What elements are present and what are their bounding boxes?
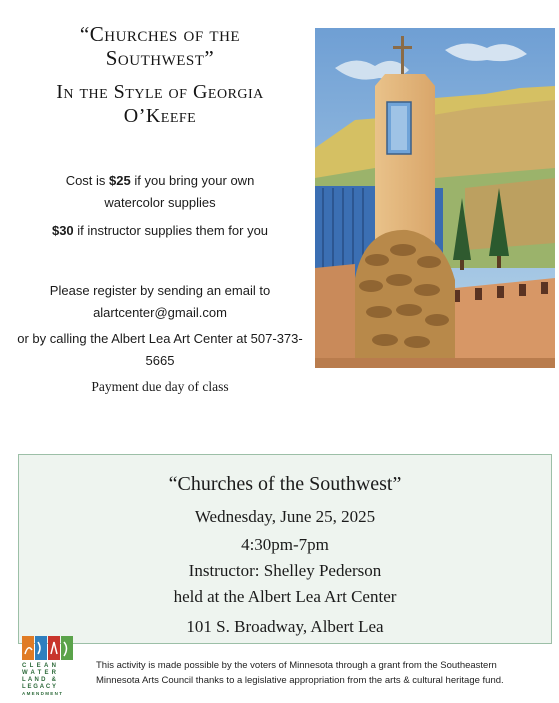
price-instructor-supplies: $30: [51, 223, 74, 238]
svg-text:LAND &: LAND &: [22, 677, 56, 683]
payment-note: Payment due day of class: [91, 379, 229, 394]
pricing-line-1: Cost is $25 if you bring your own: [65, 173, 255, 188]
flyer-subtitle: [20, 80, 300, 128]
registration-block: [10, 280, 310, 398]
flyer-subtitle-line1: In the Style of Georgia: [56, 81, 264, 103]
event-date: Wednesday, June 25, 2025: [194, 507, 376, 526]
pricing-line-3: $30 if instructor supplies them for you: [51, 223, 269, 238]
event-instructor: Instructor: Shelley Pederson: [188, 561, 382, 580]
registration-line: Please register by sending an email to: [49, 283, 271, 298]
event-address: 101 S. Broadway, Albert Lea: [186, 617, 384, 636]
legacy-amendment-logo: [20, 634, 76, 698]
flyer-title: [30, 22, 290, 70]
flyer-subtitle-line2: O’Keefe: [123, 105, 197, 127]
svg-text:WATER: WATER: [22, 670, 56, 676]
flyer-title-line1: “Churches of the: [79, 22, 241, 46]
price-own-supplies: $25: [109, 173, 131, 188]
registration-phone-line2: 5665: [145, 353, 175, 368]
funding-acknowledgment: [96, 658, 526, 688]
funding-line-1: This activity is made possible by the voters of Minnesota through a grant from the Southeastern: [96, 660, 497, 671]
event-time: 4:30pm-7pm: [241, 535, 329, 554]
svg-text:AMENDMENT: AMENDMENT: [22, 691, 62, 696]
event-title: “Churches of the Southwest”: [168, 473, 402, 495]
flyer-title-line2: Southwest”: [105, 46, 215, 70]
event-details-box: [18, 454, 552, 644]
church-watercolor-painting: [315, 28, 555, 368]
pricing-block: [20, 170, 300, 242]
svg-text:LEGACY: LEGACY: [22, 684, 56, 690]
registration-phone-line1: or by calling the Albert Lea Art Center at 507-373-: [17, 331, 303, 346]
funding-line-2: Minnesota Arts Council thanks to a legislative appropriation from the arts & cultural heritage fund.: [96, 675, 504, 686]
registration-email[interactable]: alartcenter@gmail.com: [93, 305, 227, 320]
svg-text:CLEAN: CLEAN: [22, 663, 56, 669]
pricing-line-2: watercolor supplies: [104, 195, 216, 210]
event-venue: held at the Albert Lea Art Center: [173, 587, 397, 606]
